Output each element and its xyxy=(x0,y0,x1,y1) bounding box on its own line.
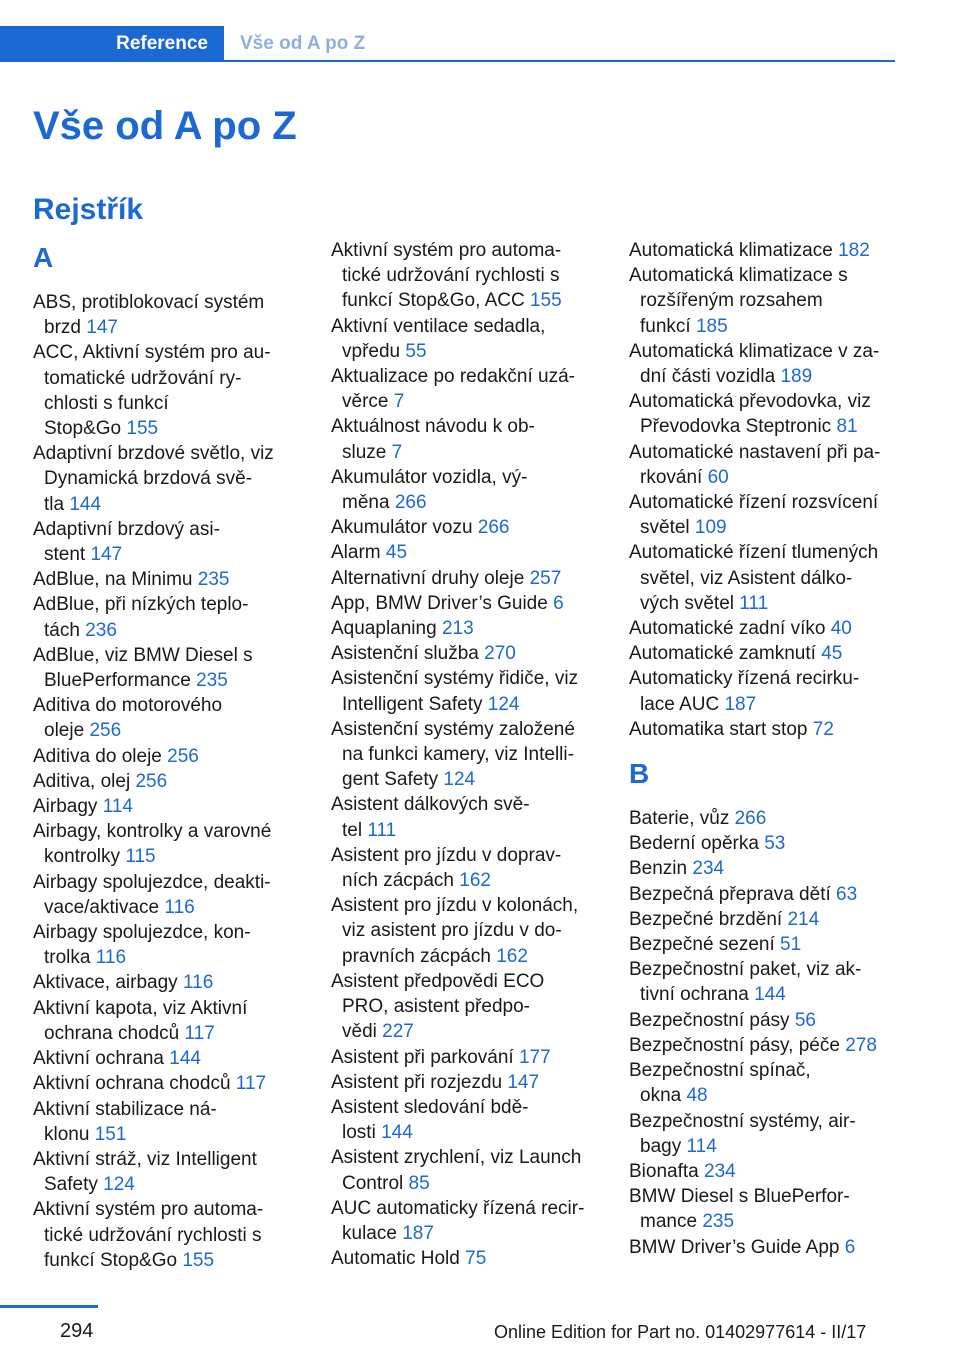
page-title: Vše od A po Z xyxy=(33,104,297,148)
page-link[interactable]: 162 xyxy=(496,945,528,967)
index-entry xyxy=(629,440,901,490)
header-rule xyxy=(224,60,895,62)
entry-text: stent xyxy=(44,544,86,566)
index-entry xyxy=(331,515,601,540)
entry-text: Asistenční systémy založené xyxy=(331,718,575,740)
index-entry xyxy=(629,717,901,742)
index-entry xyxy=(33,996,293,1046)
page-link[interactable]: 256 xyxy=(89,720,122,742)
index-entry xyxy=(629,1058,901,1108)
index-entry xyxy=(629,831,901,856)
entry-text: Airbagy, kontrolky a varovné xyxy=(33,821,272,843)
index-entry xyxy=(629,907,901,932)
footer-rule xyxy=(0,1305,98,1308)
entry-text: rkování xyxy=(640,466,703,488)
entry-text: Aktivní stráž, viz Intelligent xyxy=(33,1148,257,1170)
entry-text: Adaptivní brzdový asi‐ xyxy=(33,518,220,540)
index-entry xyxy=(33,1097,293,1147)
page-link[interactable]: 6 xyxy=(844,1236,856,1258)
page-link[interactable]: 124 xyxy=(103,1174,135,1196)
page-link[interactable]: 266 xyxy=(477,517,510,539)
entry-text: AdBlue, na Minimu xyxy=(33,569,193,591)
page-link[interactable]: 234 xyxy=(704,1160,736,1182)
entry-text: okna xyxy=(640,1085,682,1107)
page-link[interactable]: 162 xyxy=(459,870,491,892)
index-letter: B xyxy=(629,758,650,790)
page-link[interactable]: 227 xyxy=(382,1021,414,1043)
page-link[interactable]: 256 xyxy=(167,745,199,767)
entry-text: Stop&Go xyxy=(44,418,122,440)
index-entry xyxy=(331,465,601,515)
index-entry xyxy=(629,1235,901,1260)
page-link[interactable]: 40 xyxy=(830,618,852,640)
entry-text: klonu xyxy=(44,1123,90,1145)
page-link[interactable]: 45 xyxy=(385,542,408,564)
index-entry xyxy=(33,744,293,769)
entry-text: tomatické udržování ry‐ xyxy=(44,367,242,389)
index-entry xyxy=(33,441,293,517)
entry-text: Automaticky řízená recirku‐ xyxy=(629,668,860,690)
entry-text: Aktivní stabilizace ná‐ xyxy=(33,1098,217,1120)
entry-text: tel xyxy=(342,819,363,841)
page-link[interactable]: 55 xyxy=(405,340,427,362)
page-link[interactable]: 155 xyxy=(182,1249,215,1271)
entry-text: Bezpečnostní paket, viz ak‐ xyxy=(629,959,862,981)
entry-text: Automatická klimatizace xyxy=(629,240,833,261)
edition-note: Online Edition for Part no. 01402977614 - II/17 xyxy=(494,1322,867,1342)
entry-text: Control xyxy=(342,1172,404,1194)
entry-text: Aditiva do motorového xyxy=(33,695,223,717)
page-link[interactable]: 182 xyxy=(838,240,870,261)
entry-text: světel xyxy=(640,517,690,539)
page-link[interactable]: 124 xyxy=(487,693,520,715)
page-link[interactable]: 51 xyxy=(780,934,802,956)
page-link[interactable]: 114 xyxy=(102,796,133,818)
entry-text: AUC automaticky řízená recir‐ xyxy=(331,1197,585,1219)
page-link[interactable]: 147 xyxy=(86,317,118,339)
index-entry xyxy=(331,540,601,565)
page-link[interactable]: 115 xyxy=(125,846,156,868)
page-link[interactable]: 116 xyxy=(182,972,214,994)
index-entry xyxy=(629,957,901,1007)
entry-text: AdBlue, viz BMW Diesel s xyxy=(33,644,253,666)
entry-text: Automatické řízení rozsvícení xyxy=(629,492,879,514)
entry-text: viz asistent pro jízdu v do‐ xyxy=(342,920,562,942)
entry-text: Převodovka Steptronic xyxy=(640,416,832,438)
entry-text: kontrolky xyxy=(44,846,121,868)
page-link[interactable]: 235 xyxy=(197,569,230,591)
entry-text: kulace xyxy=(342,1222,397,1244)
entry-text: tách xyxy=(44,619,80,641)
page-link[interactable]: 144 xyxy=(754,984,786,1006)
index-letter: A xyxy=(33,242,54,273)
index-entry xyxy=(33,290,293,340)
entry-text: Asistent dálkových svě‐ xyxy=(331,794,530,816)
page-link[interactable]: 116 xyxy=(164,896,195,918)
entry-text: Bezpečné sezení xyxy=(629,934,775,956)
entry-text: Aktivní kapota, viz Aktivní xyxy=(33,997,248,1019)
index-entry xyxy=(629,806,901,831)
index-entry xyxy=(33,970,293,995)
index-entry xyxy=(629,856,901,881)
page-number: 294 xyxy=(60,1320,94,1342)
page-link[interactable]: 147 xyxy=(507,1071,540,1093)
index-column-3 xyxy=(629,238,901,1260)
entry-text: brzd xyxy=(44,317,81,339)
index-entry xyxy=(33,1197,293,1273)
page-link[interactable]: 151 xyxy=(94,1123,127,1145)
index-entry xyxy=(331,364,601,414)
entry-text: Safety xyxy=(44,1174,98,1196)
entry-text: Alternativní druhy oleje xyxy=(331,567,525,589)
index-entry xyxy=(331,893,601,969)
entry-text: Asistenční systémy řidiče, viz xyxy=(331,668,579,690)
index-entry xyxy=(33,567,293,592)
page-link[interactable]: 75 xyxy=(465,1248,487,1270)
entry-text: Airbagy spolujezdce, kon‐ xyxy=(33,922,251,944)
index-entry xyxy=(331,1070,601,1095)
entry-text: AdBlue, při nízkých teplo‐ xyxy=(33,594,249,616)
page-link[interactable]: 270 xyxy=(484,643,516,665)
entry-text: měna xyxy=(342,492,390,514)
entry-text: gent Safety xyxy=(342,769,439,791)
entry-text: Bionafta xyxy=(629,1160,699,1182)
index-entry xyxy=(331,1095,601,1145)
index-entry xyxy=(33,517,293,567)
entry-text: Asistent předpovědi ECO xyxy=(331,970,545,992)
entry-text: App, BMW Driver’s Guide xyxy=(331,592,548,614)
page-link[interactable]: 116 xyxy=(95,947,127,969)
index-entry xyxy=(33,1071,293,1096)
entry-text: funkcí Stop&Go, ACC xyxy=(342,290,525,312)
page-link[interactable]: 124 xyxy=(443,769,476,791)
section-tab-reference[interactable]: Reference xyxy=(0,26,224,62)
index-entry xyxy=(331,969,601,1045)
entry-text: Bezpečná přeprava dětí xyxy=(629,883,831,905)
entry-text: Aktualizace po redakční uzá‐ xyxy=(331,366,575,388)
page-link[interactable]: 235 xyxy=(702,1211,735,1233)
entry-text: na funkci kamery, viz Intelli‐ xyxy=(342,744,574,766)
page-link[interactable]: 147 xyxy=(90,544,123,566)
entry-text: vědi xyxy=(342,1021,377,1043)
entry-text: vpředu xyxy=(342,340,401,362)
entry-text: pravních zácpách xyxy=(342,945,491,967)
entry-text: Automatická klimatizace s xyxy=(629,265,848,287)
entry-text: Intelligent Safety xyxy=(342,693,483,715)
entry-text: ochrana chodců xyxy=(44,1022,180,1044)
index-entry xyxy=(33,693,293,743)
entry-text: tivní ochrana xyxy=(640,984,749,1006)
page-link[interactable]: 111 xyxy=(367,819,397,841)
entry-text: losti xyxy=(342,1122,376,1144)
page-link[interactable]: 189 xyxy=(780,366,813,388)
index-entry xyxy=(629,389,901,439)
entry-text: Bezpečnostní spínač, xyxy=(629,1060,811,1082)
page-link[interactable]: 109 xyxy=(694,517,727,539)
entry-text: oleje xyxy=(44,720,85,742)
entry-text: Bederní opěrka xyxy=(629,833,759,855)
entry-text: tla xyxy=(44,493,65,515)
entry-text: Asistent zrychlení, viz Launch xyxy=(331,1147,582,1169)
index-entry xyxy=(629,616,901,641)
page-link[interactable]: 187 xyxy=(402,1222,434,1244)
index-entry xyxy=(33,769,293,794)
page-link[interactable]: 60 xyxy=(707,466,729,488)
entry-text: Automatické zamknutí xyxy=(629,643,816,665)
entry-text: BMW Diesel s BluePerfor‐ xyxy=(629,1186,850,1208)
entry-text: Asistent při rozjezdu xyxy=(331,1071,503,1093)
entry-text: Asistenční služba xyxy=(331,643,479,665)
index-entry xyxy=(629,641,901,666)
index-entry xyxy=(331,641,601,666)
index-entry xyxy=(629,1109,901,1159)
entry-text: tické udržování rychlosti s xyxy=(342,265,560,287)
breadcrumb[interactable]: Vše od A po Z xyxy=(240,33,366,54)
entry-text: bagy xyxy=(640,1135,682,1157)
index-entry xyxy=(331,666,601,716)
page-link[interactable]: 256 xyxy=(135,770,168,792)
index-entry xyxy=(33,794,293,819)
index-column-2 xyxy=(331,238,601,1271)
entry-text: Airbagy xyxy=(33,796,98,818)
page-link[interactable]: 48 xyxy=(686,1085,708,1107)
index-entry xyxy=(629,1184,901,1234)
index-entry xyxy=(331,414,601,464)
entry-text: věrce xyxy=(342,391,389,413)
entry-text: Adaptivní brzdové světlo, viz xyxy=(33,443,274,465)
entry-text: světel, viz Asistent dálko‐ xyxy=(640,567,853,589)
index-entry xyxy=(33,643,293,693)
entry-text: Benzin xyxy=(629,858,688,880)
page-link[interactable]: 155 xyxy=(529,290,562,312)
entry-text: Akumulátor vozu xyxy=(331,517,473,539)
entry-text: Aditiva, olej xyxy=(33,770,131,792)
section-title: Rejstřík xyxy=(33,193,144,226)
index-entry xyxy=(331,717,601,793)
entry-text: ACC, Aktivní systém pro au‐ xyxy=(33,342,271,364)
entry-text: Bezpečnostní pásy, péče xyxy=(629,1034,840,1056)
index-entry xyxy=(33,870,293,920)
entry-text: Asistent sledování bdě‐ xyxy=(331,1096,529,1118)
entry-text: dní části vozidla xyxy=(640,366,776,388)
index-entry xyxy=(33,1147,293,1197)
index-entry xyxy=(629,490,901,540)
entry-text: lace AUC xyxy=(640,693,720,715)
entry-text: Aktivní systém pro automa‐ xyxy=(33,1199,264,1221)
index-entry xyxy=(629,1159,901,1184)
index-entry xyxy=(629,1008,901,1033)
entry-text: Bezpečnostní pásy xyxy=(629,1009,790,1031)
index-entry xyxy=(331,1045,601,1070)
page-link[interactable]: 278 xyxy=(845,1034,877,1056)
page-link[interactable]: 117 xyxy=(184,1022,215,1044)
index-entry xyxy=(33,340,293,441)
entry-text: trolka xyxy=(44,947,91,969)
page-link[interactable]: 81 xyxy=(836,416,858,438)
page-link[interactable]: 114 xyxy=(686,1135,717,1157)
index-entry xyxy=(331,566,601,591)
index-entry xyxy=(331,314,601,364)
index-entry xyxy=(33,920,293,970)
page-link[interactable]: 266 xyxy=(394,492,427,514)
index-entry xyxy=(629,932,901,957)
page-link[interactable]: 111 xyxy=(739,592,769,614)
entry-text: BluePerformance xyxy=(44,670,191,692)
entry-text: Bezpečnostní systémy, air‐ xyxy=(629,1110,856,1132)
page-link[interactable]: 214 xyxy=(787,908,820,930)
entry-text: vých světel xyxy=(640,592,734,614)
index-entry xyxy=(33,592,293,642)
page-link[interactable]: 266 xyxy=(734,808,767,830)
entry-text: Asistent pro jízdu v doprav‐ xyxy=(331,844,562,866)
entry-text: Aktivní systém pro automa‐ xyxy=(331,240,562,261)
page-link[interactable]: 185 xyxy=(695,315,728,337)
entry-text: tické udržování rychlosti s xyxy=(44,1224,262,1246)
entry-text: Asistent při parkování xyxy=(331,1046,514,1068)
page-link[interactable]: 7 xyxy=(393,391,405,413)
index-entry xyxy=(629,882,901,907)
entry-text: Aktuálnost návodu k ob‐ xyxy=(331,416,535,438)
entry-text: Aktivní ventilace sedadla, xyxy=(331,315,546,337)
entry-text: Airbagy spolujezdce, deakti‐ xyxy=(33,871,271,893)
page-link[interactable]: 144 xyxy=(69,493,102,515)
page-link[interactable]: 177 xyxy=(518,1046,551,1068)
entry-text: Baterie, vůz xyxy=(629,808,730,830)
entry-text: BMW Driver’s Guide App xyxy=(629,1236,840,1258)
page-link[interactable]: 235 xyxy=(196,670,228,692)
page-link[interactable]: 236 xyxy=(85,619,117,641)
entry-text: funkcí Stop&Go xyxy=(44,1249,178,1271)
index-entry xyxy=(629,238,901,263)
entry-text: Aktivní ochrana xyxy=(33,1048,164,1070)
entry-text: Aditiva do oleje xyxy=(33,745,162,767)
entry-text: mance xyxy=(640,1211,698,1233)
page-link[interactable]: 53 xyxy=(764,833,786,855)
entry-text: Akumulátor vozidla, vý‐ xyxy=(331,466,528,488)
index-entry xyxy=(331,591,601,616)
page-link[interactable]: 144 xyxy=(381,1122,413,1144)
entry-text: PRO, asistent předpo‐ xyxy=(342,996,530,1018)
entry-text: Bezpečné brzdění xyxy=(629,908,783,930)
page-link[interactable]: 72 xyxy=(812,718,834,740)
header-bar xyxy=(0,26,895,62)
entry-text: funkcí xyxy=(640,315,691,337)
index-entry xyxy=(331,238,601,314)
page-link[interactable]: 234 xyxy=(692,858,725,880)
entry-text: Automatic Hold xyxy=(331,1248,460,1270)
index-entry xyxy=(331,1145,601,1195)
entry-text: Dynamická brzdová svě‐ xyxy=(44,468,253,490)
entry-text: ABS, protiblokovací systém xyxy=(33,292,265,313)
page-link[interactable]: 187 xyxy=(724,693,757,715)
page-link[interactable]: 45 xyxy=(821,643,843,665)
index-entry xyxy=(331,1246,601,1271)
entry-text: Aquaplaning xyxy=(331,618,437,640)
entry-text: Automatické zadní víko xyxy=(629,618,826,640)
index-entry xyxy=(331,843,601,893)
page-link[interactable]: 85 xyxy=(408,1172,430,1194)
index-entry xyxy=(331,1196,601,1246)
entry-text: Automatika start stop xyxy=(629,718,808,740)
index-column-1 xyxy=(33,238,293,1273)
page-link[interactable]: 6 xyxy=(553,592,564,614)
index-entry xyxy=(629,666,901,716)
page-link[interactable]: 144 xyxy=(169,1048,201,1070)
entry-text: ních zácpách xyxy=(342,870,454,892)
page-link[interactable]: 213 xyxy=(441,618,474,640)
entry-text: Alarm xyxy=(331,542,381,564)
index-entry xyxy=(331,616,601,641)
page-link[interactable]: 56 xyxy=(794,1009,816,1031)
page-link[interactable]: 63 xyxy=(836,883,858,905)
entry-text: Aktivace, airbagy xyxy=(33,972,178,994)
entry-text: rozšířeným rozsahem xyxy=(640,290,823,312)
index-entry xyxy=(629,540,901,616)
index-entry xyxy=(33,1046,293,1071)
page-link[interactable]: 155 xyxy=(126,418,159,440)
entry-text: Automatické řízení tlumených xyxy=(629,542,879,564)
entry-text: Automatická převodovka, viz xyxy=(629,391,871,413)
page-link[interactable]: 117 xyxy=(235,1073,267,1095)
index-entry xyxy=(629,263,901,339)
page-link[interactable]: 257 xyxy=(529,567,562,589)
entry-text: Asistent pro jízdu v kolonách, xyxy=(331,895,579,917)
entry-text: Automatické nastavení při pa‐ xyxy=(629,441,881,463)
entry-text: Aktivní ochrana chodců xyxy=(33,1073,231,1095)
entry-text: vace/aktivace xyxy=(44,896,160,918)
index-entry xyxy=(33,819,293,869)
index-entry xyxy=(331,792,601,842)
entry-text: chlosti s funkcí xyxy=(44,392,169,414)
page-link[interactable]: 7 xyxy=(391,441,403,463)
index-entry xyxy=(629,339,901,389)
entry-text: Automatická klimatizace v za‐ xyxy=(629,340,880,362)
index-entry xyxy=(629,1033,901,1058)
entry-text: sluze xyxy=(342,441,387,463)
